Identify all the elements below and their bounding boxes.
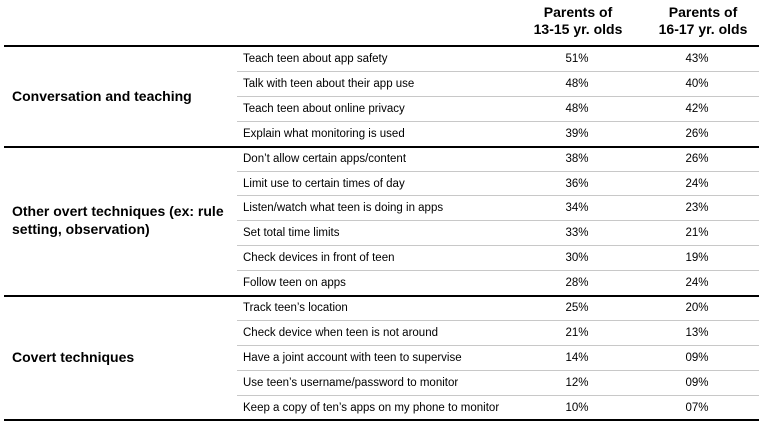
value-13-15: 36% xyxy=(565,177,589,190)
row-label: Track teen’s location xyxy=(243,302,348,314)
row-divider xyxy=(237,195,759,196)
value-16-17: 24% xyxy=(685,177,709,190)
value-16-17: 26% xyxy=(685,127,709,140)
row-label: Teach teen about app safety xyxy=(243,53,388,65)
column-header-line: Parents of xyxy=(543,4,613,20)
group-divider xyxy=(4,295,759,297)
row-label: Have a joint account with teen to supervise xyxy=(243,351,462,364)
value-16-17: 42% xyxy=(685,102,709,115)
row-divider xyxy=(237,171,759,172)
column-header-line: 13-15 yr. olds xyxy=(533,21,623,37)
row-label: Follow teen on apps xyxy=(243,277,346,290)
value-13-15: 39% xyxy=(565,127,589,140)
value-16-17: 40% xyxy=(685,77,709,90)
column-header-line: 16-17 yr. olds xyxy=(658,21,748,37)
value-13-15: 21% xyxy=(565,326,589,339)
value-13-15: 30% xyxy=(565,252,589,265)
row-label: Talk with teen about their app use xyxy=(243,77,415,90)
row-label: Don’t allow certain apps/content xyxy=(243,152,407,165)
row-divider xyxy=(237,320,759,321)
value-16-17: 19% xyxy=(685,252,709,265)
category-label: Covert techniques xyxy=(12,349,135,365)
value-16-17: 21% xyxy=(685,227,709,240)
row-divider xyxy=(237,395,759,396)
value-16-17: 20% xyxy=(685,302,709,314)
group-divider xyxy=(4,45,759,47)
value-16-17: 09% xyxy=(685,376,709,389)
column-header-16-17 xyxy=(633,4,759,38)
row-divider xyxy=(237,121,759,122)
value-13-15: 51% xyxy=(565,53,589,65)
row-label: Listen/watch what teen is doing in apps xyxy=(243,202,444,215)
value-13-15: 33% xyxy=(565,227,589,240)
value-13-15: 48% xyxy=(565,77,589,90)
value-16-17: 26% xyxy=(685,152,709,165)
row-label: Check device when teen is not around xyxy=(243,326,438,339)
row-label: Set total time limits xyxy=(243,227,340,240)
value-13-15: 10% xyxy=(565,401,589,414)
value-13-15: 48% xyxy=(565,102,589,115)
value-13-15: 34% xyxy=(565,202,589,215)
value-13-15: 28% xyxy=(565,277,589,290)
row-divider xyxy=(237,370,759,371)
category-label: Other overt techniques (ex: rule setting, observation) xyxy=(12,203,224,237)
row-label: Check devices in front of teen xyxy=(243,252,395,265)
value-16-17: 23% xyxy=(685,202,709,215)
category-label: Conversation and teaching xyxy=(12,88,192,104)
column-header-13-15 xyxy=(508,4,648,38)
value-16-17: 43% xyxy=(685,53,709,65)
row-label: Teach teen about online privacy xyxy=(243,102,405,115)
row-divider xyxy=(237,270,759,271)
row-divider xyxy=(237,220,759,221)
row-label: Explain what monitoring is used xyxy=(243,127,405,140)
value-13-15: 25% xyxy=(565,302,589,314)
row-label: Keep a copy of ten’s apps on my phone to monitor xyxy=(243,401,500,414)
row-divider xyxy=(237,71,759,72)
group-divider xyxy=(4,146,759,148)
row-divider xyxy=(237,345,759,346)
value-13-15: 38% xyxy=(565,152,589,165)
group-divider xyxy=(4,419,759,421)
row-label: Limit use to certain times of day xyxy=(243,177,405,190)
row-divider xyxy=(237,245,759,246)
value-16-17: 13% xyxy=(685,326,709,339)
value-13-15: 12% xyxy=(565,376,589,389)
value-13-15: 14% xyxy=(565,351,589,364)
value-16-17: 09% xyxy=(685,351,709,364)
row-label: Use teen’s username/password to monitor xyxy=(243,376,459,389)
row-divider xyxy=(237,96,759,97)
value-16-17: 24% xyxy=(685,277,709,290)
value-16-17: 07% xyxy=(685,401,709,414)
column-header-line: Parents of xyxy=(668,4,738,20)
